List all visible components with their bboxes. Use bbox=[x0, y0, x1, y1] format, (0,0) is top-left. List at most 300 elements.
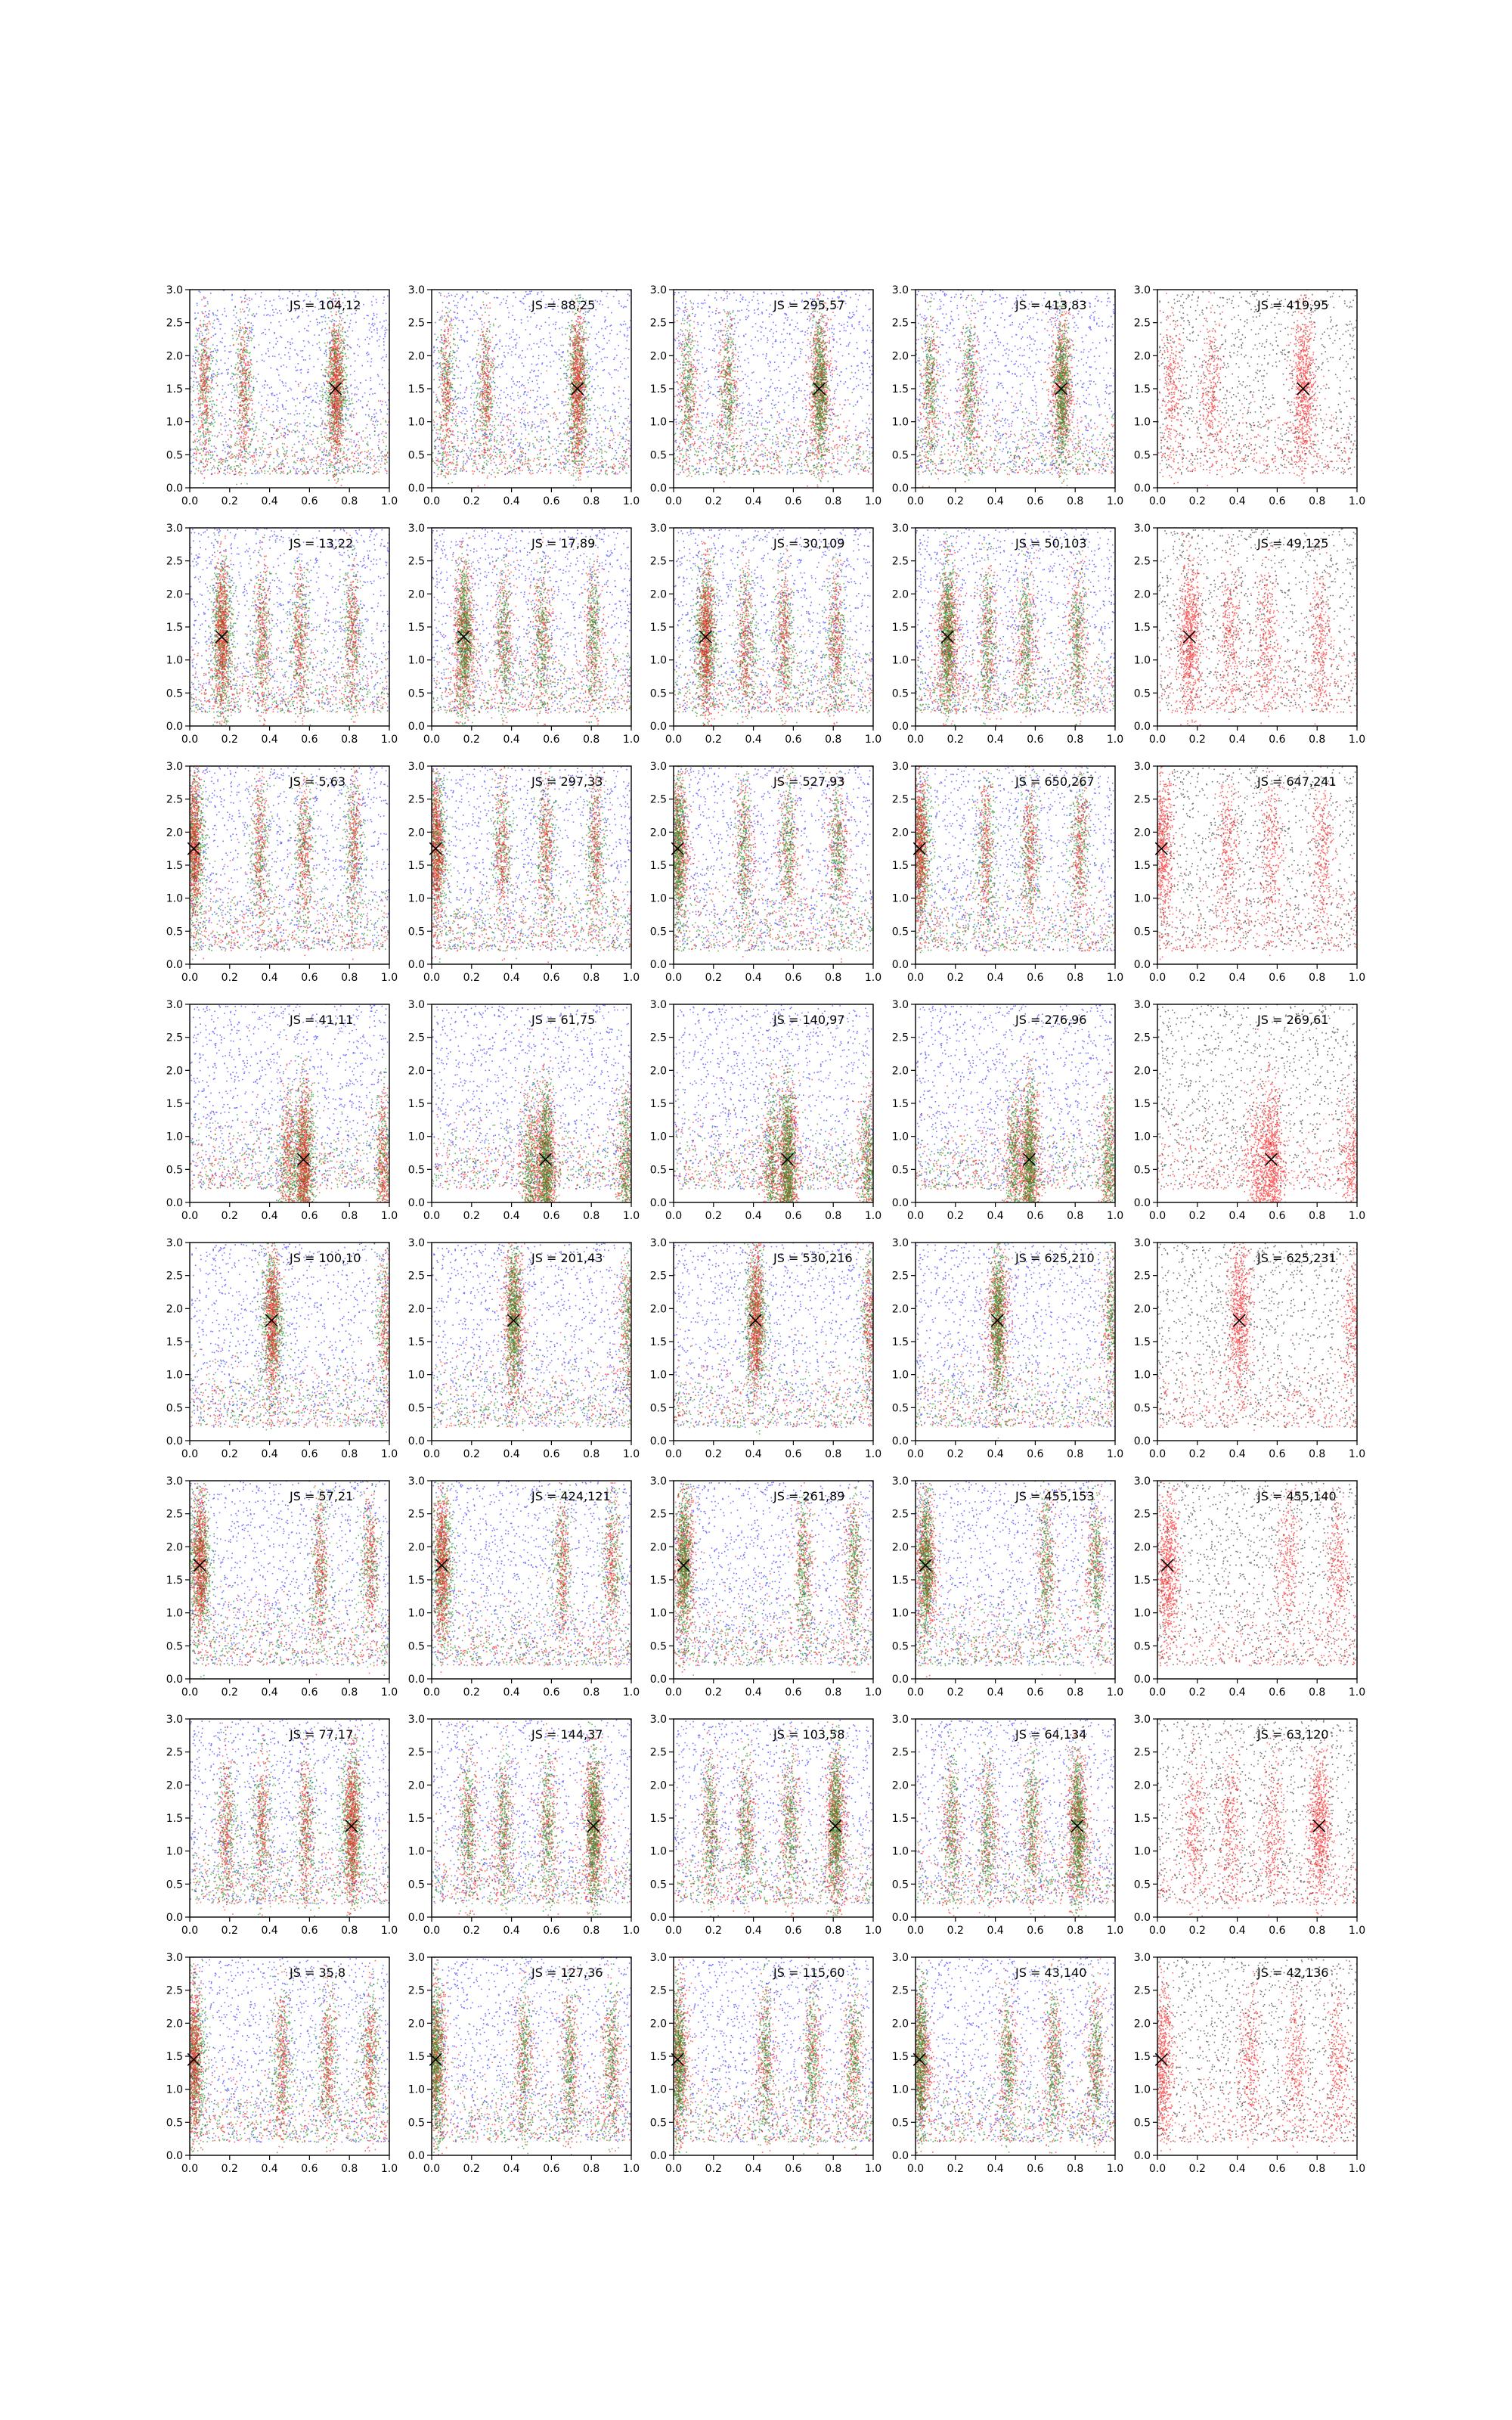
x-tick-label: 0.4 bbox=[987, 734, 1004, 746]
x-tick-label: 0.2 bbox=[221, 2163, 238, 2175]
y-tick-label: 3.0 bbox=[407, 761, 425, 773]
y-tick-label: 3.0 bbox=[891, 523, 909, 535]
background-points bbox=[433, 290, 633, 475]
y-tick-label: 0.0 bbox=[166, 1435, 183, 1447]
y-tick-label: 1.0 bbox=[407, 1131, 425, 1143]
x-tick-label: 0.2 bbox=[463, 1448, 480, 1460]
x-tick-label: 0.6 bbox=[543, 972, 560, 984]
x-tick-label: 0.4 bbox=[261, 495, 278, 507]
y-tick-label: 2.0 bbox=[1133, 350, 1151, 363]
y-tick-label: 0.0 bbox=[166, 482, 183, 495]
y-tick-label: 0.5 bbox=[166, 1164, 183, 1177]
x-tick-label: 0.6 bbox=[1269, 972, 1286, 984]
panel-r5-c5 bbox=[1134, 1210, 1368, 1460]
x-tick-label: 0.0 bbox=[181, 1686, 199, 1699]
x-tick-label: 0.6 bbox=[1027, 734, 1044, 746]
green-points bbox=[190, 1040, 404, 1202]
x-tick-label: 0.8 bbox=[825, 1925, 842, 1937]
x-tick-label: 0.6 bbox=[543, 1448, 560, 1460]
y-tick-label: 2.5 bbox=[407, 1270, 425, 1283]
y-tick-label: 2.5 bbox=[891, 555, 909, 568]
y-tick-label: 2.0 bbox=[407, 827, 425, 839]
scatter-points bbox=[671, 259, 875, 488]
js-score-label: JS = 13,22 bbox=[290, 536, 354, 551]
y-tick-label: 0.5 bbox=[1133, 1640, 1151, 1653]
y-tick-label: 0.0 bbox=[891, 2150, 909, 2162]
x-tick-label: 1.0 bbox=[622, 1686, 640, 1699]
panel-r3-c5 bbox=[1134, 729, 1365, 985]
scatter-points bbox=[674, 1004, 885, 1202]
x-tick-label: 0.4 bbox=[1228, 1925, 1246, 1937]
scatter-points bbox=[432, 1200, 647, 1430]
x-tick-label: 0.2 bbox=[1188, 1925, 1206, 1937]
y-tick-label: 0.5 bbox=[649, 926, 667, 939]
background-points bbox=[190, 1243, 390, 1428]
x-tick-label: 0.8 bbox=[1067, 972, 1084, 984]
x-tick-label: 1.0 bbox=[622, 495, 640, 507]
x-tick-label: 0.4 bbox=[987, 495, 1004, 507]
x-tick-label: 0.0 bbox=[423, 1925, 441, 1937]
y-tick-label: 1.5 bbox=[649, 860, 667, 872]
x-tick-label: 0.0 bbox=[1148, 495, 1167, 507]
y-tick-label: 1.0 bbox=[407, 892, 425, 905]
x-tick-label: 1.0 bbox=[864, 1448, 882, 1460]
red-points bbox=[1157, 1210, 1368, 1430]
x-tick-label: 0.2 bbox=[1188, 495, 1206, 507]
y-tick-label: 3.0 bbox=[891, 1237, 909, 1249]
x-tick-label: 0.4 bbox=[261, 1686, 278, 1699]
y-tick-label: 0.0 bbox=[649, 959, 667, 971]
x-tick-label: 0.4 bbox=[503, 495, 520, 507]
background-points bbox=[190, 290, 390, 474]
y-tick-label: 2.0 bbox=[407, 1303, 425, 1316]
background-points bbox=[190, 1957, 390, 2142]
x-tick-label: 0.4 bbox=[261, 1448, 278, 1460]
x-tick-label: 0.4 bbox=[1228, 972, 1246, 984]
js-score-label: JS = 49,125 bbox=[1257, 536, 1329, 551]
y-tick-label: 0.5 bbox=[1133, 1164, 1151, 1177]
x-tick-label: 0.6 bbox=[1269, 2163, 1286, 2175]
green-points bbox=[184, 1435, 395, 1679]
y-tick-label: 0.5 bbox=[407, 687, 425, 700]
axes-frame bbox=[432, 290, 631, 488]
x-tick-label: 1.0 bbox=[1106, 1210, 1124, 1222]
panel-r7-c5 bbox=[1134, 1671, 1365, 1937]
y-tick-label: 0.0 bbox=[1133, 1197, 1151, 1209]
x-tick-label: 1.0 bbox=[380, 734, 398, 746]
panel-r4-c4 bbox=[892, 999, 1130, 1222]
x-tick-label: 0.6 bbox=[543, 1686, 560, 1699]
y-tick-label: 1.0 bbox=[649, 1845, 667, 1858]
x-tick-label: 0.4 bbox=[261, 2163, 278, 2175]
y-tick-label: 0.0 bbox=[649, 1912, 667, 1924]
y-tick-label: 0.0 bbox=[1133, 482, 1151, 495]
x-tick-label: 0.2 bbox=[947, 1210, 964, 1222]
js-score-label: JS = 115,60 bbox=[773, 1965, 845, 1980]
red-points bbox=[916, 1040, 1130, 1202]
js-score-label: JS = 64,134 bbox=[1015, 1727, 1087, 1742]
y-tick-label: 1.5 bbox=[1133, 1575, 1151, 1587]
y-tick-label: 3.0 bbox=[891, 1714, 909, 1726]
y-tick-label: 1.5 bbox=[166, 1336, 183, 1348]
y-tick-label: 2.5 bbox=[649, 1746, 667, 1759]
background-points bbox=[432, 1957, 632, 2142]
y-tick-label: 2.5 bbox=[166, 317, 183, 330]
x-tick-label: 0.4 bbox=[261, 972, 278, 984]
panel-r2-c4 bbox=[892, 481, 1123, 746]
x-tick-label: 1.0 bbox=[1348, 734, 1366, 746]
x-tick-label: 1.0 bbox=[1348, 1686, 1366, 1699]
y-tick-label: 2.5 bbox=[649, 1984, 667, 1997]
scatter-points bbox=[1157, 1210, 1368, 1430]
y-tick-label: 0.0 bbox=[649, 1197, 667, 1209]
y-tick-label: 2.5 bbox=[1133, 1032, 1151, 1044]
red-points bbox=[430, 1445, 631, 1672]
x-tick-label: 0.4 bbox=[1228, 734, 1246, 746]
x-tick-label: 0.0 bbox=[665, 1925, 683, 1937]
y-tick-label: 2.0 bbox=[891, 1303, 909, 1316]
x-tick-label: 0.8 bbox=[583, 1210, 600, 1222]
y-tick-label: 0.0 bbox=[649, 482, 667, 495]
axes-frame bbox=[190, 1004, 389, 1202]
x-tick-label: 0.4 bbox=[745, 1448, 762, 1460]
x-tick-label: 1.0 bbox=[1106, 495, 1124, 507]
x-tick-label: 0.2 bbox=[1188, 2163, 1206, 2175]
y-tick-label: 2.5 bbox=[649, 555, 667, 568]
x-tick-label: 0.4 bbox=[1228, 1686, 1246, 1699]
y-tick-label: 3.0 bbox=[1133, 523, 1151, 535]
x-tick-label: 1.0 bbox=[1106, 1448, 1124, 1460]
y-tick-label: 3.0 bbox=[1133, 284, 1151, 296]
background-points bbox=[916, 290, 1116, 474]
x-tick-label: 0.4 bbox=[1228, 2163, 1246, 2175]
background-points bbox=[1157, 290, 1358, 475]
scatter-points bbox=[914, 233, 1117, 487]
x-tick-label: 0.4 bbox=[261, 1210, 278, 1222]
x-tick-label: 1.0 bbox=[622, 2163, 640, 2175]
x-tick-label: 0.0 bbox=[1148, 1448, 1167, 1460]
y-tick-label: 3.0 bbox=[1133, 999, 1151, 1011]
x-tick-label: 0.4 bbox=[745, 1925, 762, 1937]
y-tick-label: 1.5 bbox=[407, 860, 425, 872]
y-tick-label: 2.0 bbox=[1133, 1541, 1151, 1554]
y-tick-label: 0.5 bbox=[407, 1879, 425, 1891]
x-tick-label: 0.0 bbox=[906, 972, 925, 984]
y-tick-label: 2.0 bbox=[891, 827, 909, 839]
red-points bbox=[914, 233, 1116, 486]
x-tick-label: 0.6 bbox=[301, 1210, 318, 1222]
panel-r2-c1 bbox=[166, 517, 398, 746]
x-tick-label: 0.0 bbox=[181, 495, 199, 507]
x-tick-label: 0.0 bbox=[665, 734, 683, 746]
x-tick-label: 0.6 bbox=[1027, 1448, 1044, 1460]
y-tick-label: 1.5 bbox=[166, 860, 183, 872]
y-tick-label: 1.5 bbox=[407, 383, 425, 396]
x-tick-label: 0.0 bbox=[665, 972, 683, 984]
y-tick-label: 2.5 bbox=[1133, 1270, 1151, 1283]
red-points bbox=[667, 1445, 874, 1672]
x-tick-label: 1.0 bbox=[1348, 1210, 1366, 1222]
y-tick-label: 2.0 bbox=[1133, 1779, 1151, 1792]
x-tick-label: 1.0 bbox=[380, 1686, 398, 1699]
y-tick-label: 0.0 bbox=[166, 1197, 183, 1209]
axes-frame bbox=[674, 766, 873, 964]
x-tick-label: 0.4 bbox=[745, 972, 762, 984]
y-tick-label: 1.5 bbox=[1133, 622, 1151, 634]
x-tick-label: 0.2 bbox=[463, 972, 480, 984]
y-tick-label: 1.0 bbox=[407, 2083, 425, 2096]
panel-r1-c5 bbox=[1134, 268, 1365, 507]
y-tick-label: 1.5 bbox=[166, 2051, 183, 2063]
x-tick-label: 1.0 bbox=[380, 495, 398, 507]
background-points bbox=[432, 1243, 632, 1427]
background-points bbox=[432, 766, 632, 951]
x-tick-label: 0.4 bbox=[745, 1210, 762, 1222]
x-tick-label: 0.2 bbox=[221, 1448, 238, 1460]
js-score-label: JS = 625,210 bbox=[1015, 1251, 1095, 1265]
y-tick-label: 3.0 bbox=[649, 284, 667, 296]
js-score-label: JS = 77,17 bbox=[290, 1727, 354, 1742]
x-tick-label: 0.0 bbox=[181, 972, 199, 984]
x-tick-label: 1.0 bbox=[864, 1686, 882, 1699]
x-tick-label: 0.0 bbox=[181, 1448, 199, 1460]
red-points bbox=[674, 481, 875, 725]
scatter-points bbox=[900, 1929, 1116, 2153]
y-tick-label: 2.5 bbox=[891, 1032, 909, 1044]
y-tick-label: 1.5 bbox=[891, 2051, 909, 2063]
background-points bbox=[674, 766, 875, 951]
x-tick-label: 0.4 bbox=[745, 734, 762, 746]
y-tick-label: 2.5 bbox=[166, 1984, 183, 1997]
y-tick-label: 2.0 bbox=[649, 827, 667, 839]
scatter-points bbox=[906, 1435, 1120, 1679]
x-tick-label: 0.0 bbox=[665, 1686, 683, 1699]
x-tick-label: 1.0 bbox=[1106, 2163, 1124, 2175]
y-tick-label: 1.5 bbox=[166, 1813, 183, 1825]
x-tick-label: 0.8 bbox=[1067, 495, 1084, 507]
green-points bbox=[433, 1210, 637, 1430]
scatter-points bbox=[1145, 729, 1359, 960]
x-tick-label: 0.6 bbox=[785, 972, 802, 984]
js-score-label: JS = 35,8 bbox=[290, 1965, 346, 1980]
x-tick-label: 0.0 bbox=[423, 972, 441, 984]
x-tick-label: 0.0 bbox=[906, 1448, 925, 1460]
x-tick-label: 0.0 bbox=[906, 495, 925, 507]
y-tick-label: 1.0 bbox=[407, 1369, 425, 1382]
x-tick-label: 0.4 bbox=[503, 1210, 520, 1222]
y-tick-label: 2.0 bbox=[166, 350, 183, 363]
y-tick-label: 2.0 bbox=[1133, 588, 1151, 601]
y-tick-label: 0.0 bbox=[407, 1674, 425, 1686]
y-tick-label: 2.5 bbox=[891, 1508, 909, 1521]
x-tick-label: 0.4 bbox=[987, 972, 1004, 984]
y-tick-label: 1.0 bbox=[891, 416, 909, 429]
y-tick-label: 1.0 bbox=[166, 2083, 183, 2096]
y-tick-label: 2.0 bbox=[407, 588, 425, 601]
y-tick-label: 0.5 bbox=[166, 2117, 183, 2130]
y-tick-label: 0.0 bbox=[166, 2150, 183, 2162]
red-points bbox=[184, 729, 390, 960]
y-tick-label: 3.0 bbox=[407, 1475, 425, 1488]
x-tick-label: 0.2 bbox=[705, 972, 722, 984]
y-tick-label: 1.0 bbox=[649, 892, 667, 905]
panel-r6-c5 bbox=[1134, 1410, 1365, 1699]
x-tick-label: 0.8 bbox=[583, 1925, 600, 1937]
x-tick-label: 0.4 bbox=[1228, 495, 1246, 507]
y-tick-label: 1.0 bbox=[166, 416, 183, 429]
y-tick-label: 3.0 bbox=[407, 523, 425, 535]
y-tick-label: 2.0 bbox=[891, 350, 909, 363]
y-tick-label: 1.5 bbox=[407, 2051, 425, 2063]
y-tick-label: 2.0 bbox=[891, 588, 909, 601]
x-tick-label: 0.2 bbox=[463, 1925, 480, 1937]
red-points bbox=[423, 718, 631, 962]
x-tick-label: 0.8 bbox=[1067, 734, 1084, 746]
js-score-label: JS = 295,57 bbox=[773, 298, 845, 312]
green-points bbox=[425, 1410, 633, 1665]
y-tick-label: 0.0 bbox=[649, 721, 667, 733]
js-score-label: JS = 201,43 bbox=[531, 1251, 603, 1265]
js-score-label: JS = 30,109 bbox=[773, 536, 845, 551]
y-tick-label: 0.0 bbox=[891, 1674, 909, 1686]
y-tick-label: 0.0 bbox=[649, 1435, 667, 1447]
y-tick-label: 3.0 bbox=[407, 1237, 425, 1249]
scatter-points bbox=[658, 693, 874, 962]
x-tick-label: 0.2 bbox=[947, 1448, 964, 1460]
panel-r8-c5 bbox=[1134, 1904, 1365, 2175]
green-points bbox=[190, 1190, 401, 1432]
y-tick-label: 1.5 bbox=[649, 2051, 667, 2063]
y-tick-label: 0.5 bbox=[166, 1640, 183, 1653]
js-score-label: JS = 419,95 bbox=[1257, 298, 1329, 312]
x-tick-label: 0.8 bbox=[825, 1448, 842, 1460]
x-tick-label: 0.8 bbox=[1067, 2163, 1084, 2175]
y-tick-label: 1.0 bbox=[1133, 654, 1151, 667]
x-tick-label: 0.8 bbox=[1309, 1210, 1326, 1222]
js-score-label: JS = 297,33 bbox=[531, 774, 603, 789]
y-tick-label: 3.0 bbox=[649, 761, 667, 773]
js-score-label: JS = 261,89 bbox=[773, 1489, 845, 1503]
axes-frame bbox=[1157, 290, 1357, 488]
y-tick-label: 3.0 bbox=[1133, 761, 1151, 773]
x-tick-label: 0.2 bbox=[1188, 972, 1206, 984]
x-tick-label: 1.0 bbox=[622, 972, 640, 984]
x-tick-label: 0.8 bbox=[583, 1448, 600, 1460]
x-tick-label: 0.2 bbox=[705, 495, 722, 507]
x-tick-label: 1.0 bbox=[622, 1925, 640, 1937]
background-points bbox=[1158, 528, 1359, 713]
y-tick-label: 1.5 bbox=[649, 1575, 667, 1587]
scatter-points bbox=[190, 1165, 401, 1432]
x-tick-label: 1.0 bbox=[1348, 972, 1366, 984]
y-tick-label: 0.5 bbox=[891, 1640, 909, 1653]
y-tick-label: 0.0 bbox=[1133, 1912, 1151, 1924]
y-tick-label: 0.5 bbox=[1133, 1879, 1151, 1891]
x-tick-label: 0.8 bbox=[341, 1686, 358, 1699]
y-tick-label: 2.5 bbox=[166, 555, 183, 568]
x-tick-label: 0.2 bbox=[221, 1210, 238, 1222]
y-tick-label: 0.5 bbox=[407, 2117, 425, 2130]
x-tick-label: 0.0 bbox=[1148, 1925, 1167, 1937]
x-tick-label: 0.0 bbox=[423, 1686, 441, 1699]
y-tick-label: 2.0 bbox=[166, 588, 183, 601]
y-tick-label: 0.0 bbox=[1133, 959, 1151, 971]
background-points bbox=[674, 1243, 874, 1428]
x-tick-label: 0.2 bbox=[947, 1925, 964, 1937]
x-tick-label: 0.0 bbox=[181, 1925, 199, 1937]
x-tick-label: 1.0 bbox=[622, 1210, 640, 1222]
y-tick-label: 0.5 bbox=[1133, 1402, 1151, 1415]
x-tick-label: 0.6 bbox=[1027, 972, 1044, 984]
x-tick-label: 0.0 bbox=[1148, 2163, 1167, 2175]
y-tick-label: 0.0 bbox=[891, 1435, 909, 1447]
y-tick-label: 1.0 bbox=[649, 2083, 667, 2096]
x-tick-label: 0.4 bbox=[987, 2163, 1004, 2175]
y-tick-label: 2.5 bbox=[1133, 1746, 1151, 1759]
x-tick-label: 0.8 bbox=[1309, 1686, 1326, 1699]
y-tick-label: 2.5 bbox=[166, 793, 183, 806]
y-tick-label: 0.0 bbox=[1133, 1435, 1151, 1447]
x-tick-label: 0.4 bbox=[261, 1925, 278, 1937]
y-tick-label: 1.5 bbox=[407, 622, 425, 634]
js-score-label: JS = 100,10 bbox=[290, 1251, 361, 1265]
y-tick-label: 1.5 bbox=[649, 622, 667, 634]
x-tick-label: 1.0 bbox=[380, 1448, 398, 1460]
x-tick-label: 0.2 bbox=[1188, 1448, 1206, 1460]
y-tick-label: 1.5 bbox=[1133, 383, 1151, 396]
y-tick-label: 1.0 bbox=[649, 416, 667, 429]
y-tick-label: 2.5 bbox=[1133, 793, 1151, 806]
x-tick-label: 0.8 bbox=[341, 1448, 358, 1460]
panel-r7-c4 bbox=[892, 1696, 1123, 1937]
panel-r5-c3 bbox=[650, 1200, 888, 1460]
js-score-label: JS = 127,36 bbox=[531, 1965, 603, 1980]
x-tick-label: 0.4 bbox=[503, 1448, 520, 1460]
x-tick-label: 0.8 bbox=[1067, 1448, 1084, 1460]
x-tick-label: 1.0 bbox=[1106, 1686, 1124, 1699]
y-tick-label: 2.0 bbox=[407, 1779, 425, 1792]
y-tick-label: 1.0 bbox=[891, 1369, 909, 1382]
y-tick-label: 0.0 bbox=[1133, 2150, 1151, 2162]
y-tick-label: 1.0 bbox=[649, 1369, 667, 1382]
x-tick-label: 0.0 bbox=[181, 2163, 199, 2175]
y-tick-label: 2.0 bbox=[166, 1065, 183, 1078]
y-tick-label: 0.5 bbox=[649, 1402, 667, 1415]
panel-r1-c4 bbox=[892, 233, 1123, 507]
y-tick-label: 1.0 bbox=[1133, 2083, 1151, 2096]
y-tick-label: 0.0 bbox=[891, 1197, 909, 1209]
scatter-points bbox=[177, 1904, 391, 2153]
panel-r3-c1 bbox=[166, 729, 398, 985]
y-tick-label: 1.0 bbox=[891, 654, 909, 667]
y-tick-label: 2.0 bbox=[649, 1779, 667, 1792]
y-tick-label: 2.5 bbox=[1133, 1508, 1151, 1521]
background-points bbox=[190, 766, 391, 951]
panel-r2-c3 bbox=[650, 481, 881, 746]
x-tick-label: 0.6 bbox=[1269, 1686, 1286, 1699]
y-tick-label: 1.0 bbox=[166, 654, 183, 667]
y-tick-label: 2.5 bbox=[407, 555, 425, 568]
scatter-points bbox=[1157, 1004, 1376, 1202]
y-tick-label: 0.5 bbox=[649, 1164, 667, 1177]
y-tick-label: 0.0 bbox=[649, 2150, 667, 2162]
y-tick-label: 1.5 bbox=[891, 1336, 909, 1348]
x-tick-label: 0.4 bbox=[261, 734, 278, 746]
x-tick-label: 0.6 bbox=[1269, 1210, 1286, 1222]
background-points bbox=[1157, 1004, 1358, 1190]
y-tick-label: 2.0 bbox=[1133, 1303, 1151, 1316]
x-tick-label: 0.8 bbox=[583, 495, 600, 507]
